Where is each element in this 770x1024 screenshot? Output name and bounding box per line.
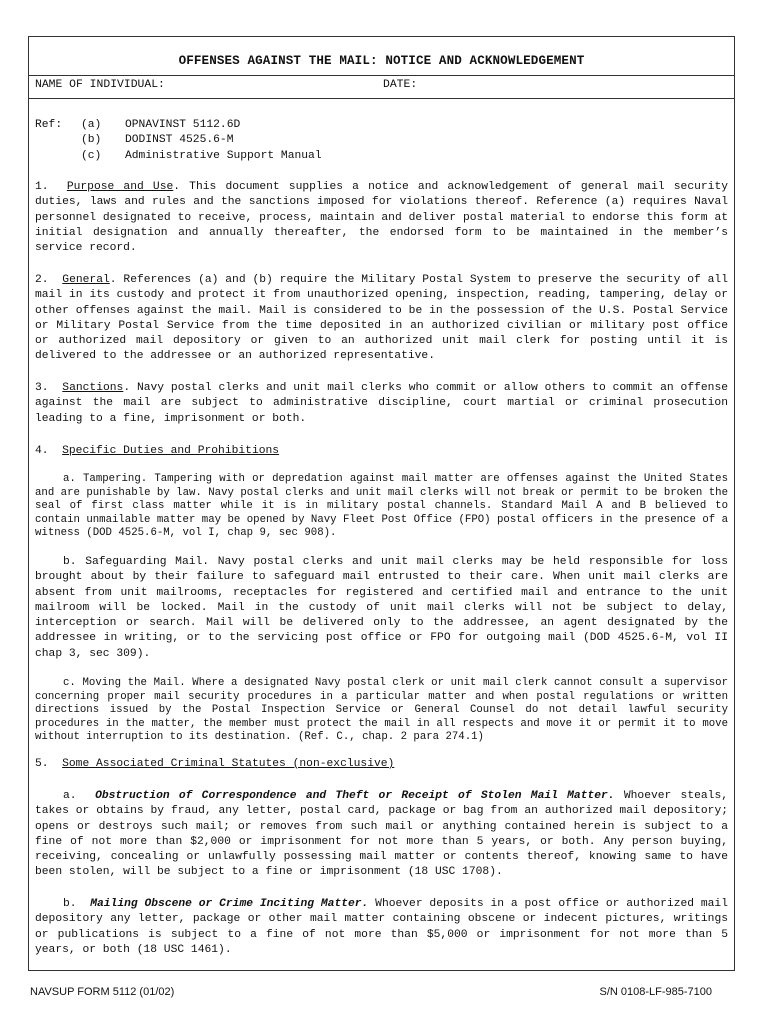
section-sanctions — [35, 381, 728, 427]
section-text: . Navy postal clerks and unit mail clerks who commit or allow others to commit an offense against the mail are subject to administrative discipline, court martial or criminal prosecution leading to a fine, imprisonment or both. — [35, 382, 728, 425]
ref-letter: (a) — [81, 119, 102, 131]
item-text: Whoever deposits in a post office or authorized mail depository any letter, package or other mail matter containing obscene or indecent pictures, writings or publications is subject to a fine of not more than $5,000 or imprisonment for not more than 5 years, or both (18 USC 1461). — [35, 898, 728, 956]
paragraph-tampering: a. Tampering. Tampering with or depredation against mail matter are offenses against the United States and are punishable by law. Navy postal clerks and unit mail clerks will not break or permit to be broken the seal of first class matter while it is in military postal channels. Standard Mail A and B believed to contain unmailable matter may be opened by Navy Fleet Post Office (FPO) postal officers in the presence of a witness (DOD 4525.6-M, vol I, chap 9, sec 908). — [35, 473, 728, 540]
section-heading: Sanctions — [62, 382, 124, 394]
paragraph-obstruction — [35, 789, 728, 881]
section-text: . References (a) and (b) require the Military Postal System to preserve the security of all mail in its custody and protect it from unauthorized opening, inspection, reading, tampering, delay or other offenses against the mail. Mail is considered to be in the possession of the U.S. Postal Service or Military Postal Service from the time deposited in an authorized civilian or military post office or authorized mail depository or given to an authorized unit mail clerk for posting until it is delivered to the addressee or an authorized representative. — [35, 274, 728, 363]
item-letter: a. — [63, 790, 77, 802]
ref-letter: (c) — [81, 149, 102, 162]
ref-text: Administrative Support Manual — [125, 149, 322, 162]
section-duties — [35, 444, 728, 459]
section-number: 5. — [35, 758, 49, 770]
divider — [29, 75, 734, 76]
section-number: 4. — [35, 445, 49, 457]
section-text: . This document supplies a notice and acknowledgement of general mail security duties, laws and rules and the sanctions imposed for violations thereof. Reference (a) requires Naval personnel designated to receive, process, maintain and deliver postal material to endorse this form at initial designation and annually thereafter, the endorsed form to be maintained in the member’s service record. — [35, 181, 728, 255]
section-purpose — [35, 180, 728, 256]
form-frame — [28, 36, 735, 971]
reference-item — [35, 133, 728, 148]
item-letter: b. — [63, 898, 77, 910]
date-label: DATE: — [383, 79, 418, 91]
section-statutes — [35, 757, 728, 772]
section-number: 2. — [35, 274, 49, 286]
reference-item — [35, 118, 728, 133]
section-heading: Purpose and Use — [66, 181, 174, 193]
item-title: Obstruction of Correspondence and Theft or Receipt of Stolen Mail Matter. — [95, 790, 615, 802]
paragraph-safeguarding: b. Safeguarding Mail. Navy postal clerks and unit mail clerks may be held responsible for loss brought about by their failure to safeguard mail entrusted to their care. When unit mail clerks are absent from unit mailrooms, receptacles for registered and certified mail and entrance to the unit mailroom will be locked. Mail in the custody of unit mail clerks will not be subject to delay, interception or search. Mail will be delivered only to the addressee, an agent designated by the addressee in writing, or to the servicing post office or FPO for outgoing mail (DOD 4525.6-M, vol II chap 3, sec 309). — [35, 556, 728, 660]
form-number: NAVSUP FORM 5112 (01/02) — [30, 986, 175, 998]
paragraph-moving: c. Moving the Mail. Where a designated Navy postal clerk or unit mail clerk cannot consult a supervisor concerning proper mail security procedures in a particular matter and when postal regulations or written directions issued by the Postal Inspection Service or General Counsel do not detail lawful security procedures in the matter, the member must protect the mail in all respects and move it or permit it to move without interruption to its destination. (Ref. C., chap. 2 para 274.1) — [35, 677, 728, 744]
reference-item — [35, 149, 728, 164]
serial-number: S/N 0108-LF-985-7100 — [599, 986, 712, 998]
references — [35, 118, 728, 164]
paragraph-obscene — [35, 897, 728, 958]
section-number: 1. — [35, 181, 49, 193]
section-heading: Specific Duties and Prohibitions — [62, 445, 280, 457]
ref-text: OPNAVINST 5112.6D — [125, 119, 241, 131]
divider — [29, 98, 734, 99]
section-general — [35, 273, 728, 365]
ref-label: Ref: — [35, 119, 63, 131]
section-number: 3. — [35, 382, 49, 394]
ref-letter: (b) — [81, 134, 102, 147]
name-label: NAME OF INDIVIDUAL: — [35, 79, 165, 91]
form-title: OFFENSES AGAINST THE MAIL: NOTICE AND ACKNOWLEDGEMENT — [178, 54, 585, 68]
item-title: Mailing Obscene or Crime Inciting Matter. — [90, 898, 369, 910]
section-heading: General — [62, 274, 110, 286]
ref-text: DODINST 4525.6-M — [125, 134, 234, 147]
item-text: Whoever steals, takes or obtains by fraud, any letter, postal card, package or bag from an authorized mail depository; opens or destroys such mail; or removes from such mail or anything contained herein is subject to a fine of not more than $2,000 or imprisonment for not more than 5 years, or both. Any person buying, receiving, concealing or unlawfully possessing mail matter or contents thereof, knowing same to have been stolen, will be subject to a fine or imprisonment (18 USC 1708). — [35, 790, 729, 879]
section-heading: Some Associated Criminal Statutes (non-exclusive) — [62, 758, 395, 770]
